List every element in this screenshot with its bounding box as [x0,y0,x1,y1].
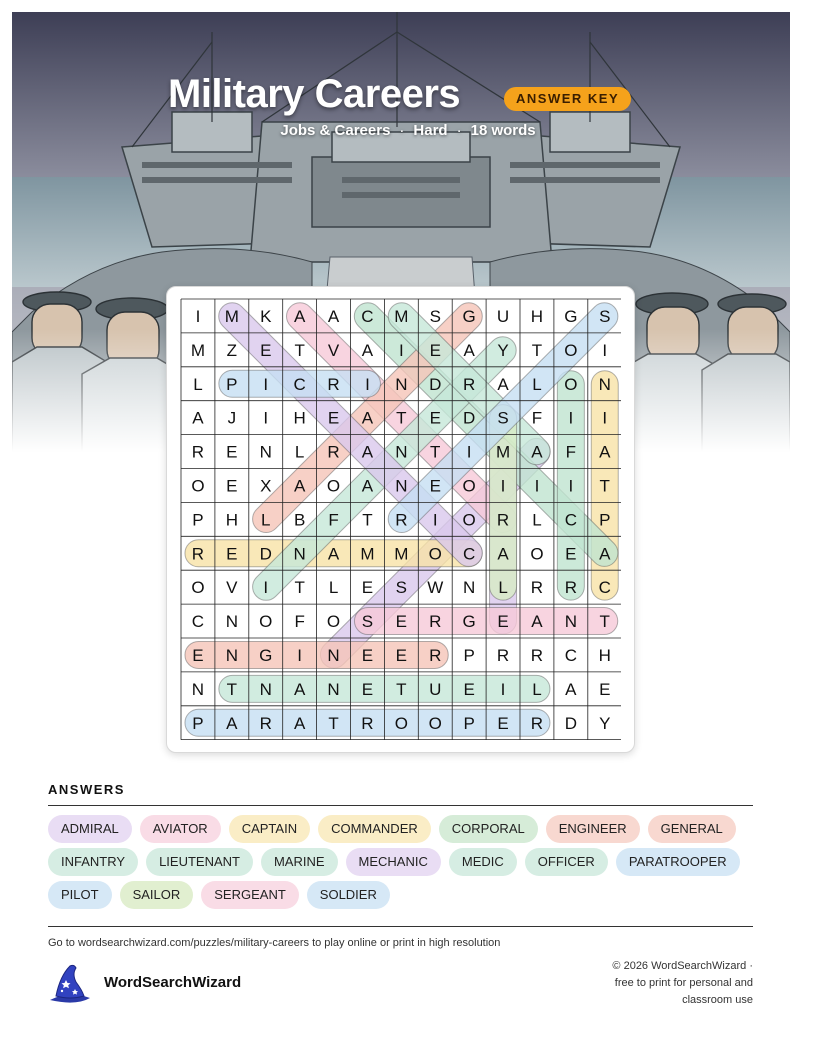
grid-cell-letter[interactable]: I [398,340,404,360]
grid-cell-letter[interactable]: I [365,374,370,394]
wizard-hat-icon [46,962,92,1006]
grid-cell-letter[interactable]: S [497,408,509,428]
grid-cell-letter[interactable]: N [395,442,408,462]
grid-cell-letter[interactable]: V [226,578,238,598]
answer-word-sailor: SAILOR [120,881,194,909]
grid-cell-letter[interactable]: L [294,442,305,462]
grid-cell-letter[interactable]: I [500,679,506,699]
grid-cell-letter[interactable]: A [293,306,306,326]
answer-word-commander: COMMANDER [318,815,431,843]
answer-word-sergeant: SERGEANT [201,881,299,909]
grid-cell-letter[interactable]: F [565,442,577,462]
grid-cell-letter[interactable]: E [361,679,374,699]
grid-cell-letter[interactable]: S [599,306,611,326]
difficulty-label: Hard [413,122,448,139]
grid-cell-letter[interactable]: R [564,578,577,598]
answer-word-corporal: CORPORAL [439,815,538,843]
grid-cell-letter[interactable]: R [259,713,272,733]
grid-cell-letter[interactable]: T [599,476,610,496]
grid-cell-letter[interactable]: A [327,306,340,326]
grid-cell-letter[interactable]: I [602,408,608,428]
grid-cell-letter[interactable]: A [531,612,543,632]
grid-cell-letter[interactable]: P [463,713,475,733]
grid-cell-letter[interactable]: H [530,306,544,326]
answer-word-infantry: INFANTRY [48,848,138,876]
grid-cell-letter[interactable]: D [429,374,442,394]
separator-dot: · [456,122,462,139]
answer-list [48,815,768,909]
grid-cell-letter[interactable]: E [497,713,509,733]
grid-cell-letter[interactable]: C [564,645,577,665]
grid-cell-letter[interactable]: U [496,306,510,326]
grid-cell-letter[interactable]: E [497,612,509,632]
grid-cell-letter[interactable]: H [598,645,611,665]
grid-cell-letter[interactable]: O [564,340,578,360]
grid-cell-letter[interactable]: I [602,340,608,360]
grid-cell-letter[interactable]: T [294,340,305,360]
grid-cell-letter[interactable]: O [564,374,578,394]
grid-cell-letter[interactable]: T [226,679,238,699]
grid-cell-letter[interactable]: S [361,612,374,632]
grid-cell-letter[interactable]: E [395,645,408,665]
grid-cell-letter[interactable]: G [462,612,476,632]
grid-cell-letter[interactable]: R [530,645,544,665]
grid-cell-letter[interactable]: O [394,713,408,733]
grid-cell-letter[interactable]: N [191,679,205,699]
answer-word-mechanic: MECHANIC [346,848,441,876]
separator-dot: · [399,122,405,139]
grid-cell-letter[interactable]: T [430,442,441,462]
grid-cell-letter[interactable]: A [565,679,577,699]
grid-cell-letter[interactable]: C [463,544,476,564]
grid-cell-letter[interactable]: A [293,679,306,699]
grid-cell-letter[interactable]: N [327,645,340,665]
title-row [0,72,816,120]
grid-cell-letter[interactable]: P [599,510,611,530]
grid-cell-letter[interactable]: E [361,578,374,598]
answer-word-admiral: ADMIRAL [48,815,132,843]
grid-cell-letter[interactable]: Z [226,340,238,360]
grid-cell-letter[interactable]: N [395,374,408,394]
grid-cell-letter[interactable]: M [394,306,409,326]
grid-cell-letter[interactable]: E [429,476,441,496]
grid-cell-letter[interactable]: R [327,374,340,394]
puzzle-subtitle [0,122,816,139]
grid-cell-letter[interactable]: T [396,408,407,428]
grid-cell-letter[interactable]: A [293,476,306,496]
answer-word-medic: MEDIC [449,848,517,876]
answer-word-officer: OFFICER [525,848,608,876]
grid-cell-letter[interactable]: A [599,442,611,462]
grid-cell-letter[interactable]: I [263,374,269,394]
grid-cell-letter[interactable]: N [564,612,577,632]
grid-cell-letter[interactable]: M [360,544,375,564]
grid-cell-letter[interactable]: T [328,713,339,733]
grid-cell-letter[interactable]: E [226,476,238,496]
grid-cell-letter[interactable]: A [599,544,611,564]
grid-cell-letter[interactable]: R [395,510,408,530]
grid-cell-letter[interactable]: F [294,612,305,632]
answer-word-general: GENERAL [648,815,736,843]
grid-cell-letter[interactable]: L [498,578,508,598]
grid-cell-letter[interactable]: D [259,544,272,564]
grid-cell-letter[interactable]: N [293,544,306,564]
grid-cell-letter[interactable]: O [191,578,205,598]
copyright-line: © 2026 WordSearchWizard · [612,960,753,972]
grid-cell-letter[interactable]: N [598,374,611,394]
grid-cell-letter[interactable]: A [327,544,340,564]
grid-cell-letter[interactable]: L [532,510,542,530]
grid-cell-letter[interactable]: I [297,645,303,665]
grid-cell-letter[interactable]: F [531,408,543,428]
grid-cell-letter[interactable]: P [463,645,475,665]
grid-cell-letter[interactable]: O [259,612,273,632]
grid-cell-letter[interactable]: T [294,578,305,598]
grid-cell-letter[interactable]: G [259,645,273,665]
answers-heading: ANSWERS [48,782,125,797]
grid-cell-letter[interactable]: L [532,679,542,699]
grid-cell-letter[interactable]: T [362,510,373,530]
answer-word-marine: MARINE [261,848,338,876]
grid-cell-letter[interactable]: E [260,340,272,360]
grid-cell-letter[interactable]: I [568,408,574,428]
category-label: Jobs & Careers [280,122,391,139]
grid-cell-letter[interactable]: P [192,510,204,530]
footer-link-text[interactable]: Go to wordsearchwizard.com/puzzles/military-careers to play online or print in high resolution [48,937,501,949]
grid-cell-letter[interactable]: N [259,442,272,462]
grid-cell-letter[interactable]: E [192,645,204,665]
grid-cell-letter[interactable]: P [192,713,204,733]
grid-cell-letter[interactable]: M [190,340,206,360]
grid-cell-letter[interactable]: E [463,679,475,699]
grid-cell-letter[interactable]: L [328,578,339,598]
grid-cell-letter[interactable]: N [463,578,476,598]
grid-cell-letter[interactable]: R [327,442,340,462]
grid-cell-letter[interactable]: N [225,645,238,665]
grid-cell-letter[interactable]: R [463,374,476,394]
grid-cell-letter[interactable]: O [428,544,442,564]
grid-cell-letter[interactable]: E [429,408,441,428]
grid-cell-letter[interactable]: R [530,578,544,598]
grid-cell-letter[interactable]: I [263,408,269,428]
grid-cell-letter[interactable]: C [361,306,374,326]
grid-cell-letter[interactable]: R [530,713,544,733]
grid-cell-letter[interactable]: G [462,306,476,326]
grid-cell-letter[interactable]: E [395,612,408,632]
grid-cell-letter[interactable]: F [328,510,339,530]
answers-section [48,782,753,909]
answer-word-soldier: SOLDIER [307,881,390,909]
grid-cell-letter[interactable]: T [531,340,543,360]
grid-cell-letter[interactable]: N [259,679,272,699]
grid-cell-letter[interactable]: D [564,713,577,733]
answer-word-lieutenant: LIEUTENANT [146,848,253,876]
grid-cell-letter[interactable]: O [326,476,341,496]
grid-cell-letter[interactable]: E [327,408,340,428]
grid-cell-letter[interactable]: L [261,510,271,530]
grid-cell-letter[interactable]: G [564,306,578,326]
answer-key-badge: ANSWER KEY [504,87,631,111]
grid-cell-letter[interactable]: L [193,374,203,394]
grid-cell-letter[interactable]: H [293,408,306,428]
grid-cell-letter[interactable]: E [565,544,577,564]
grid-cell-letter[interactable]: A [361,340,374,360]
copyright-line: free to print for personal and [614,977,753,989]
grid-cell-letter[interactable]: A [361,408,374,428]
grid-cell-letter[interactable]: E [226,442,238,462]
grid-cell-letter[interactable]: M [495,442,511,462]
grid-cell-letter[interactable]: J [227,408,237,428]
grid-cell-letter[interactable]: P [226,374,238,394]
grid-cell-letter[interactable]: M [394,544,409,564]
grid-cell-letter[interactable]: E [599,679,611,699]
grid-cell-letter[interactable]: B [293,510,306,530]
word-count-label: 18 words [470,122,536,139]
copyright-line: classroom use [682,994,753,1006]
grid-cell-letter[interactable]: V [327,340,340,360]
answer-word-captain: CAPTAIN [229,815,310,843]
grid-cell-letter[interactable]: C [564,510,577,530]
grid-cell-letter[interactable]: S [395,578,408,598]
grid-cell-letter[interactable]: Y [599,713,611,733]
grid-cell-letter[interactable]: O [191,476,205,496]
grid-cell-letter[interactable]: O [326,612,341,632]
grid-cell-letter[interactable]: O [428,713,442,733]
grid-cell-letter[interactable]: U [429,679,442,699]
grid-cell-letter[interactable]: K [260,306,272,326]
copyright-notice [580,958,753,1009]
grid-cell-letter[interactable]: M [224,306,239,326]
answer-word-aviator: AVIATOR [140,815,221,843]
grid-cell-letter[interactable]: C [191,612,205,632]
grid-cell-letter[interactable]: E [226,544,238,564]
grid-cell-letter[interactable]: A [497,374,509,394]
grid-cell-letter[interactable]: C [293,374,306,394]
puzzle-title: Military Careers [168,72,461,116]
grid-cell-letter[interactable]: I [500,476,506,496]
answer-word-paratrooper: PARATROOPER [616,848,740,876]
grid-cell-letter[interactable]: A [226,713,238,733]
grid-cell-letter[interactable]: A [293,713,306,733]
grid-cell-letter[interactable]: W [427,578,444,598]
grid-cell-letter[interactable]: E [361,645,374,665]
grid-cell-letter[interactable]: R [361,713,374,733]
grid-cell-letter[interactable]: I [263,578,269,598]
grid-cell-letter[interactable]: A [192,408,204,428]
grid-cell-letter[interactable]: I [466,442,472,462]
grid-cell-letter[interactable]: N [395,476,408,496]
grid-cell-letter[interactable]: N [327,679,340,699]
grid-cell-letter[interactable]: O [530,544,544,564]
grid-cell-letter[interactable]: T [396,679,407,699]
grid-cell-letter[interactable]: D [463,408,476,428]
grid-cell-letter[interactable]: R [496,645,510,665]
grid-cell-letter[interactable]: R [496,510,510,530]
grid-cell-letter[interactable]: E [429,340,441,360]
grid-cell-letter[interactable]: O [462,510,476,530]
grid-cell-letter[interactable]: H [225,510,238,530]
brand-name: WordSearchWizard [104,974,242,991]
grid-cell-letter[interactable]: T [599,612,610,632]
grid-cell-letter[interactable]: A [531,442,543,462]
grid-cell-letter[interactable]: I [195,306,201,326]
letter-grid [180,298,621,740]
grid-cell-letter[interactable]: N [225,612,238,632]
grid-cell-letter[interactable]: X [260,476,272,496]
grid-cell-letter[interactable]: I [568,476,574,496]
footer-divider [48,926,753,927]
grid-cell-letter[interactable]: L [532,374,542,394]
grid-cell-letter[interactable]: R [191,544,205,564]
grid-cell-letter[interactable]: A [497,544,509,564]
grid-cell-letter[interactable]: R [429,645,442,665]
answer-word-engineer: ENGINEER [546,815,640,843]
grid-cell-letter[interactable]: S [429,306,441,326]
grid-cell-letter[interactable]: A [463,340,475,360]
grid-cell-letter[interactable]: R [191,442,205,462]
grid-cell-letter[interactable]: R [429,612,442,632]
grid-cell-letter[interactable]: I [432,510,438,530]
answers-divider [48,805,753,806]
grid-cell-letter[interactable]: A [361,476,374,496]
grid-cell-letter[interactable]: I [534,476,540,496]
answer-word-pilot: PILOT [48,881,112,909]
grid-cell-letter[interactable]: Y [497,340,509,360]
grid-cell-letter[interactable]: O [462,476,476,496]
grid-cell-letter[interactable]: C [598,578,611,598]
grid-cell-letter[interactable]: A [361,442,374,462]
